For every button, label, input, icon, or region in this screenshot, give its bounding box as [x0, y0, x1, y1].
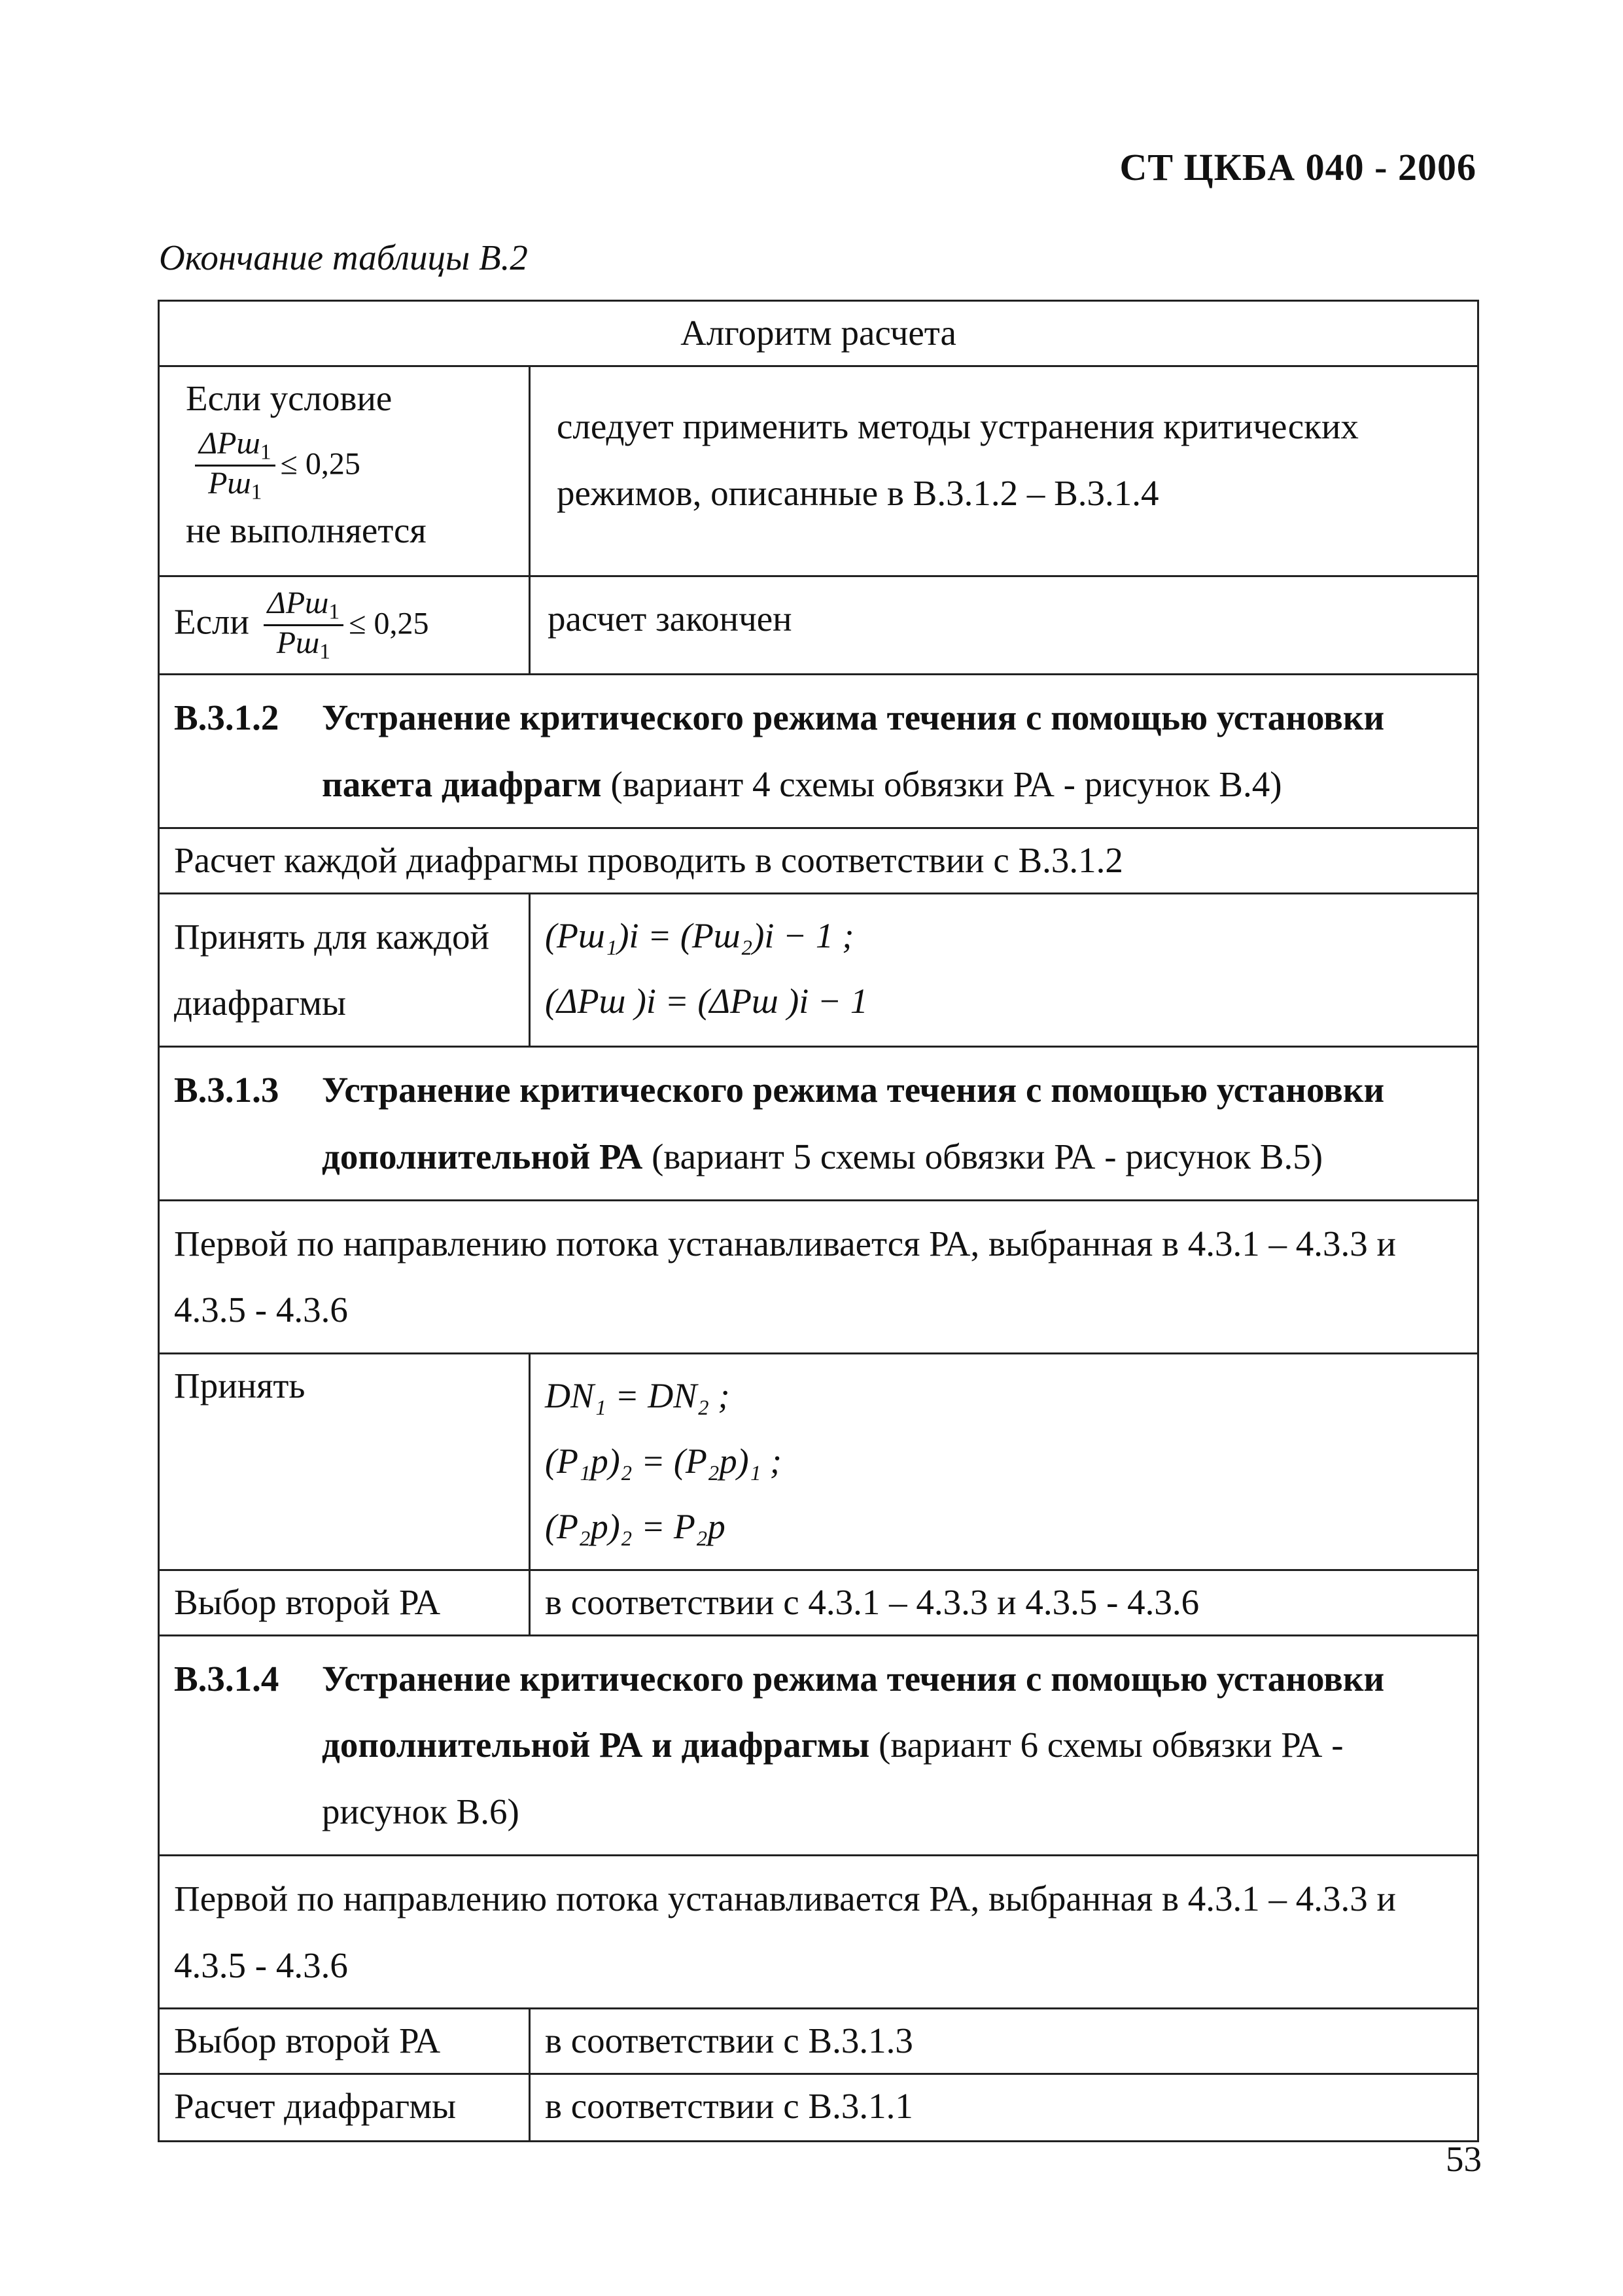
label-cell: Расчет диафрагмы — [159, 2074, 530, 2142]
section-heading — [159, 1635, 1478, 1855]
value-cell: в соответствии с В.3.1.1 — [530, 2074, 1478, 2142]
table-row — [159, 2074, 1478, 2142]
formula-line: DN₁ = DN₂ ; — [545, 1376, 730, 1416]
condition-label: Если условие — [186, 378, 393, 418]
section-heading — [159, 675, 1478, 828]
fraction: $\frac{\Delta Pш_1}{Pш_1}$ — [195, 427, 275, 505]
condition-cell — [159, 366, 530, 576]
table-row — [159, 893, 1478, 1047]
section-number: В.3.1.3 — [174, 1070, 279, 1110]
note-cell: Расчет каждой диафрагмы проводить в соответствии с В.3.1.2 — [159, 828, 1478, 893]
section-title: Устранение критического режима течения с помощью установки дополнительной РА и диафрагмы (вариант 6 схемы обвязки РА - рисунок В.6) — [322, 1658, 1385, 1832]
value-cell: в соответствии с 4.3.1 – 4.3.3 и 4.3.5 - 4.3.6 — [530, 1570, 1478, 1635]
page-number: 53 — [1446, 2139, 1482, 2179]
formula-line: (P₁p)₂ = (P₂p)₁ ; — [545, 1441, 782, 1481]
table-row — [159, 1200, 1478, 1354]
label-cell: Выбор второй РА — [159, 2009, 530, 2074]
formula-line: (Pш₁)i = (Pш₂)i − 1 ; — [545, 915, 854, 955]
table-row — [159, 1354, 1478, 1570]
section-title: Устранение критического режима течения с помощью установки дополнительной РА (вариант 5 схемы обвязки РА - рисунок В.5) — [322, 1070, 1385, 1176]
section-heading — [159, 1047, 1478, 1201]
table-row — [159, 828, 1478, 893]
formula-line: (ΔPш )i = (ΔPш )i − 1 — [545, 981, 868, 1021]
table-row — [159, 366, 1478, 576]
section-heading-row — [159, 1047, 1478, 1201]
table-header-row — [159, 301, 1478, 366]
table-row — [159, 1855, 1478, 2009]
section-number: В.3.1.2 — [174, 698, 279, 738]
algorithm-table — [158, 300, 1479, 2142]
label-cell: Принять — [159, 1354, 530, 1570]
formula-cell — [530, 893, 1478, 1047]
note-cell: Первой по направлению потока устанавливается РА, выбранная в 4.3.1 – 4.3.3 и 4.3.5 - 4.3.6 — [159, 1855, 1478, 2009]
condition-formula: $\frac{\Delta Pш_1}{Pш_1}$ ≤ 0,25 — [174, 427, 514, 505]
formula-cell — [530, 1354, 1478, 1570]
table-row — [159, 2009, 1478, 2074]
table-caption: Окончание таблицы В.2 — [159, 238, 528, 277]
action-cell: расчет закончен — [530, 576, 1478, 675]
table-row — [159, 576, 1478, 675]
section-heading-row — [159, 1635, 1478, 1855]
condition-cell: Если $\frac{\Delta Pш_1}{Pш_1}$ ≤ 0,25 — [159, 576, 530, 675]
document-code: СТ ЦКБА 040 - 2006 — [1119, 146, 1476, 188]
formula-line: (P₂p)₂ = P₂p — [545, 1506, 725, 1546]
fraction: $\frac{\Delta Pш_1}{Pш_1}$ — [264, 586, 344, 665]
label-cell: Выбор второй РА — [159, 1570, 530, 1635]
section-number: В.3.1.4 — [174, 1658, 279, 1699]
action-cell: следует применить методы устранения критических режимов, описанные в В.3.1.2 – В.3.1.4 — [530, 366, 1478, 576]
section-title: Устранение критического режима течения с помощью установки пакета диафрагм (вариант 4 схемы обвязки РА - рисунок В.4) — [322, 698, 1385, 805]
label-cell: Принять для каждой диафрагмы — [159, 893, 530, 1047]
condition-suffix: не выполняется — [186, 510, 427, 551]
note-cell: Первой по направлению потока устанавливается РА, выбранная в 4.3.1 – 4.3.3 и 4.3.5 - 4.3.6 — [159, 1200, 1478, 1354]
table-title: Алгоритм расчета — [159, 301, 1478, 366]
section-heading-row — [159, 675, 1478, 828]
table-row — [159, 1570, 1478, 1635]
value-cell: в соответствии с В.3.1.3 — [530, 2009, 1478, 2074]
